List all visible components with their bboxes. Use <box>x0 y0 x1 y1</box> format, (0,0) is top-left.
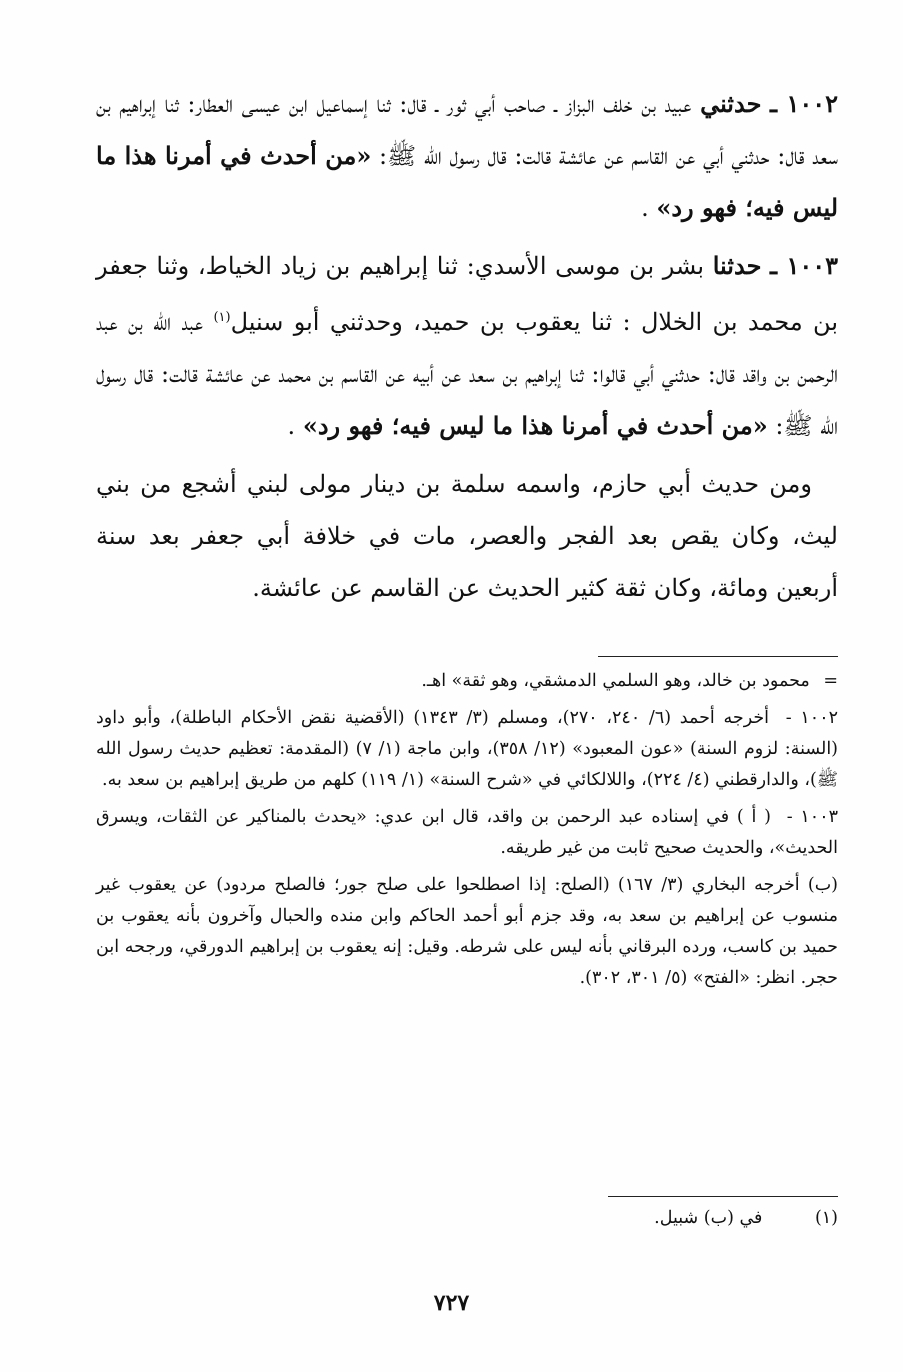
notes-section <box>96 666 838 994</box>
narrator-paragraph: ومن حديث أبي حازم، واسمه سلمة بن دينار مولى لبني أشجع من بني ليث، وكان يقص بعد الفجر والعصر، مات في خلافة أبي جعفر بعد سنة أربعين ومائة، وكان ثقة كثير الحديث عن القاسم عن عائشة. <box>96 470 838 602</box>
note-marker: = <box>823 671 838 691</box>
note-text: ( أ ) في إسناده عبد الرحمن بن واقد، قال ابن عدي: «يحدث بالمناكير عن الثقات، ويسرق الحديث»، والحديث صحيح ثابت من غير طريقه. <box>96 807 838 858</box>
hadith-number: ١٠٠٣ ـ <box>770 251 839 280</box>
hadith-text: عبيد بن خلف البزاز ـ صاحب أبي ثور ـ قال: ثنا إسماعيل ابن عيسى العطار: ثنا إبراهيم بن سعد قال: حدثني أبي عن القاسم عن عائشة قالت: قال رسول الله ﷺ: <box>96 90 839 170</box>
footnote-divider <box>608 1196 838 1197</box>
hadith-text: عبد الله بن عبد الرحمن بن واقد قال: حدثني أبي قالوا: ثنا إبراهيم بن سعد عن أبيه عن القاسم بن محمد عن عائشة قالت: قال رسول الله ﷺ: <box>96 308 838 440</box>
note-text: أخرجه أحمد (٦/ ٢٤٠، ٢٧٠)، ومسلم (٣/ ١٣٤٣) (الأقضية نقض الأحكام الباطلة)، وأبو داود (السنة: لزوم السنة) «عون المعبود» (١٢/ ٣٥٨)، وابن ماجة (١/ ٧) (المقدمة: تعظيم حديث رسول الله ﷺ)، والدارقطني (٤/ ٢٢٤)، واللالكائي في «شرح السنة» (١/ ١١٩) كلهم من طريق إبراهيم بن سعد به. <box>96 708 839 790</box>
hadith-1003 <box>96 240 838 452</box>
hadith-number: ١٠٠٢ ـ <box>770 89 838 118</box>
hadith-end: . <box>641 194 657 222</box>
footnote-number: (١) <box>814 1208 838 1228</box>
note-1002 <box>96 703 838 796</box>
footnote <box>96 1203 838 1233</box>
note-number: ١٠٠٣ - <box>786 807 838 827</box>
note-1003 <box>96 802 838 864</box>
main-text <box>96 78 838 620</box>
hadith-text: بشر بن موسى الأسدي: ثنا إبراهيم بن زياد الخياط، وثنا جعفر بن محمد بن الخلال : ثنا يعقوب بن حميد، وحدثني أبو سنيل <box>96 252 838 336</box>
notes-divider <box>598 656 838 657</box>
hadith-lead: حدثني <box>700 89 762 118</box>
hadith-1002 <box>96 78 838 234</box>
hadith-lead: حدثنا <box>712 251 762 280</box>
hadith-quote: «من أحدث في أمرنا هذا ما ليس فيه؛ فهو رد» <box>96 141 838 222</box>
note-1003-b: (ب) أخرجه البخاري (٣/ ١٦٧) (الصلح: إذا اصطلحوا على صلح جور؛ فالصلح مردود) عن يعقوب غير منسوب عن إبراهيم بن سعد به، وقد جزم أبو أحمد الحاكم وابن منده والحبال وآخرون بأنه يعقوب بن حميد بن كاسب، ورده البرقاني بأنه ليس على شرطه. وقيل: إنه يعقوب بن إبراهيم الدورقي، ورجحه ابن حجر. انظر: «الفتح» (٥/ ٣٠١، ٣٠٢). <box>96 875 838 988</box>
footnote-text: في (ب) شبيل. <box>654 1208 763 1228</box>
page-number: ٧٢٧ <box>433 1290 470 1316</box>
note-continued <box>96 666 838 697</box>
footnote-ref: (١) <box>213 310 231 325</box>
note-text: محمود بن خالد، وهو السلمي الدمشقي، وهو ثقة» اهـ. <box>421 671 810 691</box>
hadith-end: . <box>287 412 303 440</box>
note-number: ١٠٠٢ - <box>785 708 838 728</box>
hadith-quote: «من أحدث في أمرنا هذا ما ليس فيه؛ فهو رد» <box>302 411 768 440</box>
